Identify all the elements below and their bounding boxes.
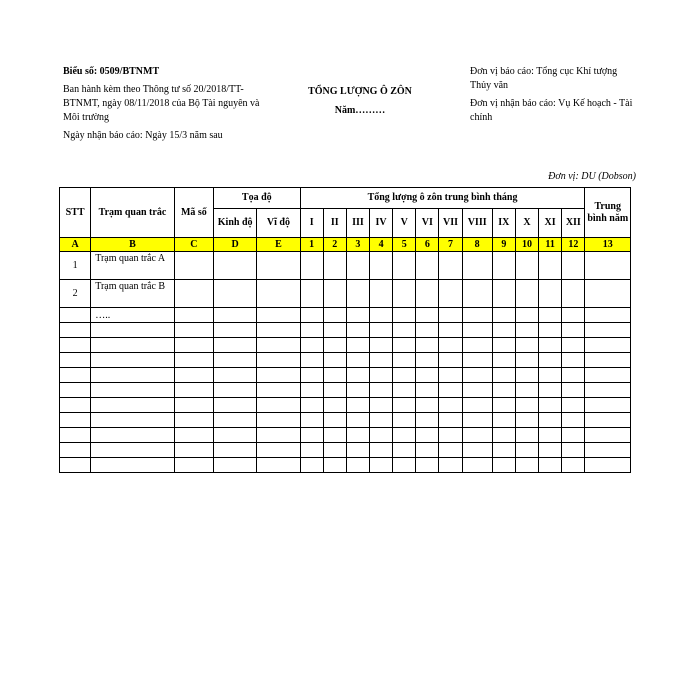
table-cell (370, 308, 393, 323)
table-cell (393, 413, 416, 428)
table-cell (257, 398, 300, 413)
year-line: Năm……… (334, 105, 386, 116)
table-cell (300, 308, 323, 323)
table-cell (257, 353, 300, 368)
table-cell (393, 252, 416, 280)
row-stt (60, 308, 91, 323)
column-code: 13 (585, 238, 631, 252)
form-number: Biểu số: 0509/BTNMT (63, 66, 160, 77)
table-row (60, 443, 631, 458)
table-cell (462, 443, 492, 458)
table-cell (174, 323, 213, 338)
table-cell (174, 398, 213, 413)
table-cell (214, 252, 257, 280)
table-cell (492, 398, 515, 413)
table-cell (515, 368, 538, 383)
table-cell (300, 280, 323, 308)
table-cell (439, 252, 462, 280)
table-cell (562, 413, 585, 428)
table-cell (562, 308, 585, 323)
table-cell (174, 280, 213, 308)
table-cell (585, 428, 631, 443)
table-cell (515, 252, 538, 280)
table-cell (346, 413, 369, 428)
column-code: 10 (515, 238, 538, 252)
table-cell (370, 353, 393, 368)
table-cell (492, 368, 515, 383)
table-cell (562, 280, 585, 308)
table-cell (300, 458, 323, 473)
table-row (60, 308, 631, 323)
table-cell (370, 252, 393, 280)
table-cell (462, 383, 492, 398)
table-cell (416, 338, 439, 353)
table-cell (585, 413, 631, 428)
table-cell (562, 398, 585, 413)
header-annual-average: Trung bình năm (585, 188, 631, 238)
table-cell (346, 398, 369, 413)
ozone-table (59, 187, 631, 473)
column-code: 2 (323, 238, 346, 252)
table-cell (562, 443, 585, 458)
table-cell (585, 383, 631, 398)
table-cell (257, 443, 300, 458)
table-row (60, 413, 631, 428)
table-cell (539, 252, 562, 280)
table-row (60, 280, 631, 308)
column-code: C (174, 238, 213, 252)
unit-note: Đơn vị: DU (Dobson) (548, 171, 636, 182)
table-cell (539, 280, 562, 308)
table-cell (562, 428, 585, 443)
table-cell (585, 323, 631, 338)
header-month: I (300, 209, 323, 238)
table-cell (585, 443, 631, 458)
table-cell (585, 338, 631, 353)
table-cell (346, 458, 369, 473)
table-cell (257, 323, 300, 338)
table-cell (416, 308, 439, 323)
table-cell (174, 368, 213, 383)
row-station: ….. (91, 308, 175, 323)
table-cell (174, 458, 213, 473)
table-cell (346, 368, 369, 383)
header-month: XI (539, 209, 562, 238)
table-cell (439, 428, 462, 443)
page-title: TỔNG LƯỢNG Ô ZÔN (308, 86, 412, 97)
table-cell (214, 338, 257, 353)
column-code: B (91, 238, 175, 252)
table-cell (91, 353, 175, 368)
table-cell (439, 398, 462, 413)
table-cell (539, 443, 562, 458)
table-cell (515, 353, 538, 368)
row-station: Trạm quan trắc B (91, 280, 175, 308)
table-cell (462, 308, 492, 323)
table-cell (370, 413, 393, 428)
table-cell (585, 458, 631, 473)
table-cell (416, 458, 439, 473)
table-cell (346, 252, 369, 280)
table-cell (323, 428, 346, 443)
table-cell (462, 280, 492, 308)
table-cell (323, 323, 346, 338)
header-latitude: Vĩ độ (257, 209, 300, 238)
column-code: 4 (370, 238, 393, 252)
table-cell (539, 383, 562, 398)
table-cell (323, 458, 346, 473)
column-code: 12 (562, 238, 585, 252)
table-cell (370, 338, 393, 353)
table-cell (300, 413, 323, 428)
table-cell (416, 428, 439, 443)
table-cell (492, 252, 515, 280)
table-cell (323, 338, 346, 353)
receive-date-text: Ngày nhận báo cáo: Ngày 15/3 năm sau (63, 130, 223, 141)
header-month: IX (492, 209, 515, 238)
table-cell (174, 308, 213, 323)
table-cell (515, 280, 538, 308)
table-cell (585, 353, 631, 368)
table-cell (439, 323, 462, 338)
table-row (60, 323, 631, 338)
table-cell (174, 383, 213, 398)
table-cell (257, 413, 300, 428)
table-cell (393, 383, 416, 398)
column-code-row (60, 238, 631, 252)
table-cell (174, 353, 213, 368)
table-cell (492, 443, 515, 458)
table-cell (257, 308, 300, 323)
table-cell (370, 323, 393, 338)
table-cell (214, 308, 257, 323)
table-cell (370, 428, 393, 443)
table-cell (416, 398, 439, 413)
table-cell (393, 338, 416, 353)
header-month: V (393, 209, 416, 238)
table-cell (539, 323, 562, 338)
table-cell (562, 458, 585, 473)
receiving-unit-text: Đơn vị nhận báo cáo: Vụ Kế hoạch - Tài chính (470, 98, 633, 123)
table-row (60, 353, 631, 368)
table-cell (416, 252, 439, 280)
table-cell (300, 383, 323, 398)
table-cell (323, 413, 346, 428)
table-cell (515, 428, 538, 443)
table-cell (214, 353, 257, 368)
table-cell (416, 413, 439, 428)
table-cell (515, 323, 538, 338)
table-cell (462, 458, 492, 473)
table-cell (60, 323, 91, 338)
header-month: III (346, 209, 369, 238)
table-cell (300, 323, 323, 338)
column-code: 5 (393, 238, 416, 252)
table-cell (60, 458, 91, 473)
table-cell (539, 413, 562, 428)
column-code: 3 (346, 238, 369, 252)
table-cell (174, 443, 213, 458)
table-cell (515, 383, 538, 398)
table-cell (174, 252, 213, 280)
table-cell (300, 443, 323, 458)
table-cell (91, 398, 175, 413)
table-cell (416, 353, 439, 368)
table-cell (393, 280, 416, 308)
table-cell (539, 353, 562, 368)
table-cell (60, 413, 91, 428)
table-cell (60, 398, 91, 413)
table-cell (370, 398, 393, 413)
table-cell (346, 383, 369, 398)
table-cell (492, 308, 515, 323)
table-cell (462, 398, 492, 413)
reporting-unit-text: Đơn vị báo cáo: Tổng cục Khí tượng Thủy văn (470, 66, 618, 91)
table-cell (439, 413, 462, 428)
table-cell (539, 428, 562, 443)
table-cell (515, 338, 538, 353)
table-cell (439, 383, 462, 398)
table-cell (300, 428, 323, 443)
table-cell (515, 443, 538, 458)
table-cell (562, 252, 585, 280)
table-cell (393, 353, 416, 368)
table-cell (214, 443, 257, 458)
table-cell (257, 368, 300, 383)
table-cell (539, 458, 562, 473)
table-cell (439, 368, 462, 383)
header-stt: STT (60, 188, 91, 238)
column-code: 11 (539, 238, 562, 252)
table-cell (492, 413, 515, 428)
row-stt: 1 (60, 252, 91, 280)
table-cell (257, 383, 300, 398)
table-cell (585, 308, 631, 323)
table-row (60, 252, 631, 280)
table-cell (462, 428, 492, 443)
table-cell (257, 280, 300, 308)
table-cell (585, 368, 631, 383)
table-cell (214, 368, 257, 383)
header-month: VI (416, 209, 439, 238)
table-cell (370, 280, 393, 308)
table-cell (393, 398, 416, 413)
table-cell (515, 308, 538, 323)
column-code: 1 (300, 238, 323, 252)
table-cell (439, 443, 462, 458)
table-cell (370, 383, 393, 398)
table-cell (300, 338, 323, 353)
table-cell (60, 353, 91, 368)
table-cell (60, 443, 91, 458)
header-station: Trạm quan trắc (91, 188, 175, 238)
header-month: X (515, 209, 538, 238)
table-row (60, 428, 631, 443)
table-row (60, 383, 631, 398)
table-cell (323, 308, 346, 323)
table-cell (60, 428, 91, 443)
column-code: E (257, 238, 300, 252)
row-station: Trạm quan trắc A (91, 252, 175, 280)
row-stt: 2 (60, 280, 91, 308)
table-cell (300, 398, 323, 413)
header-coordinates: Tọa độ (214, 188, 301, 209)
table-cell (539, 308, 562, 323)
table-cell (91, 443, 175, 458)
table-cell (91, 413, 175, 428)
table-cell (416, 368, 439, 383)
table-cell (214, 428, 257, 443)
table-cell (439, 338, 462, 353)
header-month: XII (562, 209, 585, 238)
column-code: 8 (462, 238, 492, 252)
table-cell (60, 338, 91, 353)
table-cell (416, 383, 439, 398)
table-cell (562, 338, 585, 353)
table-cell (257, 458, 300, 473)
table-cell (416, 280, 439, 308)
table-cell (323, 252, 346, 280)
table-cell (462, 413, 492, 428)
column-code: 7 (439, 238, 462, 252)
table-cell (416, 443, 439, 458)
table-cell (60, 383, 91, 398)
table-cell (393, 368, 416, 383)
table-cell (462, 338, 492, 353)
header-month: VII (439, 209, 462, 238)
table-cell (462, 323, 492, 338)
table-cell (562, 323, 585, 338)
table-cell (492, 338, 515, 353)
header-month: IV (370, 209, 393, 238)
table-cell (91, 428, 175, 443)
table-cell (346, 280, 369, 308)
table-cell (370, 368, 393, 383)
header-longitude: Kinh độ (214, 209, 257, 238)
table-cell (346, 353, 369, 368)
header-code: Mã số (174, 188, 213, 238)
table-cell (393, 458, 416, 473)
table-cell (300, 252, 323, 280)
table-cell (323, 353, 346, 368)
table-cell (174, 428, 213, 443)
table-cell (462, 353, 492, 368)
table-cell (323, 280, 346, 308)
table-cell (585, 252, 631, 280)
table-cell (91, 368, 175, 383)
table-cell (214, 458, 257, 473)
table-cell (515, 458, 538, 473)
table-cell (515, 413, 538, 428)
table-cell (346, 443, 369, 458)
table-cell (393, 443, 416, 458)
table-cell (346, 428, 369, 443)
table-cell (439, 458, 462, 473)
table-cell (257, 338, 300, 353)
table-row (60, 338, 631, 353)
table-cell (214, 383, 257, 398)
table-cell (462, 368, 492, 383)
table-cell (492, 458, 515, 473)
table-cell (585, 280, 631, 308)
column-code: 9 (492, 238, 515, 252)
table-cell (370, 443, 393, 458)
table-cell (91, 338, 175, 353)
table-cell (214, 323, 257, 338)
table-cell (439, 308, 462, 323)
column-code: D (214, 238, 257, 252)
table-cell (323, 368, 346, 383)
table-cell (323, 443, 346, 458)
table-cell (562, 353, 585, 368)
table-cell (214, 280, 257, 308)
table-cell (492, 353, 515, 368)
table-row (60, 458, 631, 473)
table-cell (416, 323, 439, 338)
table-cell (257, 252, 300, 280)
header-monthly-total: Tổng lượng ô zôn trung bình tháng (300, 188, 585, 209)
column-code: A (60, 238, 91, 252)
table-cell (393, 323, 416, 338)
table-cell (492, 428, 515, 443)
table-cell (323, 398, 346, 413)
table-cell (462, 252, 492, 280)
table-cell (346, 308, 369, 323)
table-cell (346, 338, 369, 353)
header-month: VIII (462, 209, 492, 238)
table-cell (174, 338, 213, 353)
table-cell (492, 323, 515, 338)
table-cell (60, 368, 91, 383)
table-cell (585, 398, 631, 413)
table-cell (492, 383, 515, 398)
table-cell (492, 280, 515, 308)
table-cell (439, 280, 462, 308)
table-cell (393, 308, 416, 323)
table-cell (174, 413, 213, 428)
table-cell (257, 428, 300, 443)
table-cell (91, 323, 175, 338)
table-cell (91, 458, 175, 473)
table-cell (515, 398, 538, 413)
table-cell (370, 458, 393, 473)
table-cell (539, 398, 562, 413)
table-cell (439, 353, 462, 368)
table-cell (562, 368, 585, 383)
table-cell (323, 383, 346, 398)
table-cell (562, 383, 585, 398)
table-cell (300, 368, 323, 383)
header-month: II (323, 209, 346, 238)
table-row (60, 368, 631, 383)
table-cell (393, 428, 416, 443)
table-cell (539, 368, 562, 383)
issued-with-text: Ban hành kèm theo Thông tư số 20/2018/TT-BTNMT, ngày 08/11/2018 của Bộ Tài nguyên và Môi trường (63, 84, 260, 123)
table-row (60, 398, 631, 413)
column-code: 6 (416, 238, 439, 252)
table-cell (300, 353, 323, 368)
table-cell (346, 323, 369, 338)
table-cell (214, 398, 257, 413)
table-cell (214, 413, 257, 428)
table-cell (91, 383, 175, 398)
table-cell (539, 338, 562, 353)
